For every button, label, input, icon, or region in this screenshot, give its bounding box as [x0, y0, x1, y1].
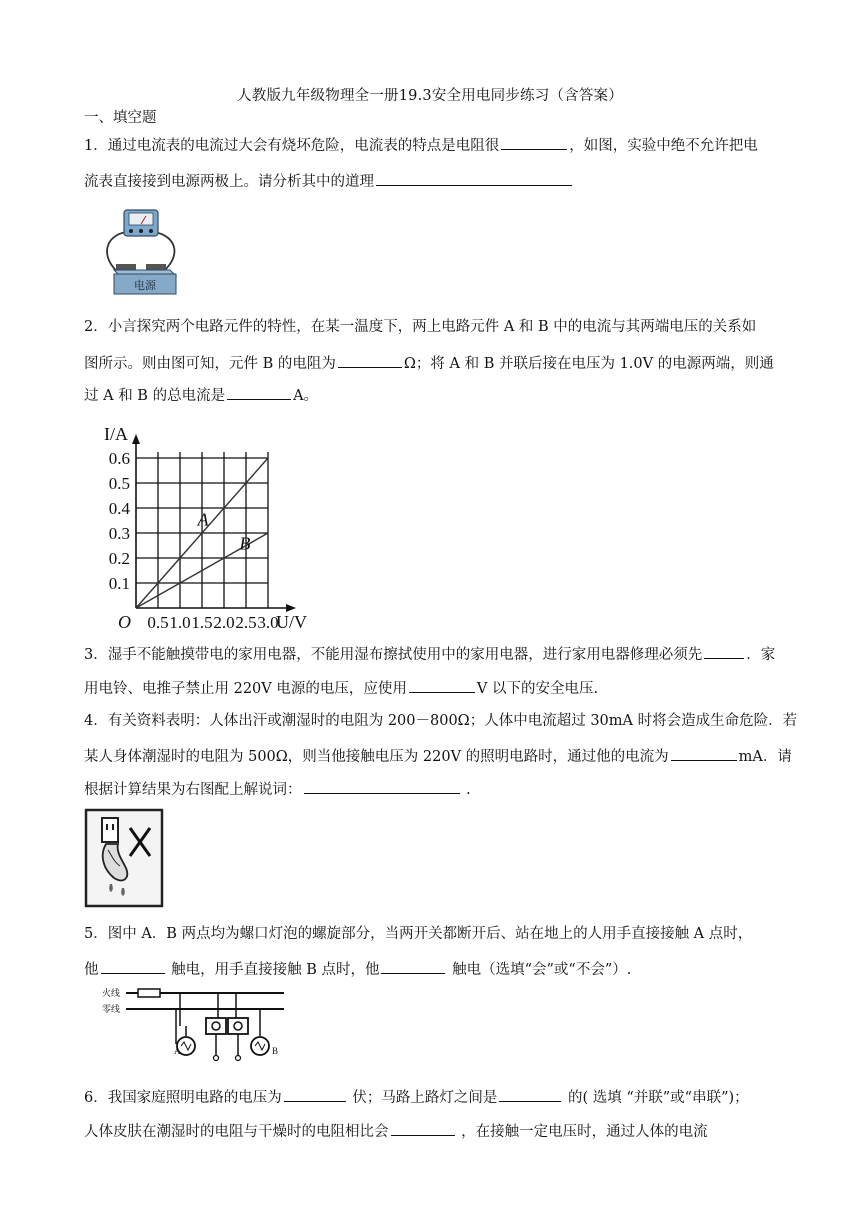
- y-axis-title: I/A: [104, 424, 128, 444]
- q3-text-c: 用电铃、电推子禁止用 220V 电源的电压，应使用: [84, 681, 407, 697]
- q2-answer-blank-1[interactable]: [338, 352, 402, 368]
- section-heading: 一、填空题: [84, 110, 157, 126]
- x-tick-label: 0.5: [147, 613, 169, 632]
- question-1-line-1: [84, 134, 784, 156]
- y-tick-label: 0.6: [108, 449, 130, 468]
- q2-text-c: 过 A 和 B 的总电流是: [84, 388, 226, 404]
- q4-answer-blank-1[interactable]: [671, 745, 737, 761]
- ammeter-power-figure: [100, 204, 184, 296]
- x-tick-label: 2.5: [235, 613, 257, 632]
- x-tick-label: 1.5: [191, 613, 213, 632]
- iv-chart: [92, 410, 382, 635]
- point-b-label: B: [272, 1046, 279, 1056]
- question-2-line-1: 2．小言探究两个电路元件的特性，在某一温度下，两上电路元件 A 和 B 中的电流与其两端电压的关系如: [84, 319, 757, 335]
- y-tick-label: 0.1: [108, 574, 130, 593]
- q2-text-a: 图所示。则由图可知，元件 B 的电阻为: [84, 356, 336, 372]
- q2-answer-blank-2[interactable]: [227, 384, 291, 400]
- live-wire-label: 火线: [102, 988, 121, 998]
- question-4-line-2: [84, 745, 792, 767]
- q6-answer-blank-1[interactable]: [284, 1086, 346, 1102]
- origin-label: O: [118, 612, 131, 632]
- q3-text-a: 3．湿手不能触摸带电的家用电器，不能用湿布擦拭使用中的家用电器，进行家用电器修理必须先: [84, 647, 703, 663]
- q3-text-b: ．家: [746, 647, 776, 663]
- q2-text-b: Ω；将 A 和 B 并联后接在电压为 1.0V 的电源两端，则通: [403, 356, 774, 372]
- q4-answer-blank-2[interactable]: [304, 778, 460, 794]
- y-axis-arrow: [132, 434, 140, 444]
- question-4-line-1: 4．有关资料表明：人体出汗或潮湿时的电阻为 200－800Ω；人体中电流超过 30mA 时将会造成生命危险．若: [84, 713, 798, 729]
- live-wire: [126, 989, 284, 997]
- question-1-line-2: [84, 170, 784, 192]
- series-label-a: A: [197, 509, 209, 530]
- wet-hand-socket-figure: [84, 808, 164, 908]
- switch-icon: [206, 1018, 226, 1034]
- q1-answer-blank-1[interactable]: [501, 134, 567, 150]
- q1-text-c: 流表直接接到电源两极上。请分析其中的道理: [84, 174, 374, 190]
- question-3-line-2: [84, 677, 784, 699]
- q6-text-e: ，在接触一定电压时，通过人体的电流: [461, 1124, 708, 1140]
- question-2-line-3: [84, 384, 784, 406]
- question-6-line-1: [84, 1086, 784, 1108]
- q4-text-d: .: [466, 782, 471, 798]
- q1-answer-blank-2[interactable]: [376, 170, 572, 186]
- socket-icon: [102, 818, 118, 842]
- q6-text-a: 6．我国家庭照明电路的电压为: [84, 1090, 282, 1106]
- ammeter-icon: [124, 210, 158, 236]
- q6-text-c: 的( 选填 “并联”或“串联”)；: [567, 1090, 749, 1106]
- y-tick-label: 0.4: [108, 499, 130, 518]
- x-axis-title: U/V: [276, 612, 307, 632]
- question-2-line-2: [84, 352, 784, 374]
- q5-text-b: 触电，用手直接接触 B 点时，他: [171, 962, 380, 978]
- page-title: 人教版九年级物理全一册19.3安全用电同步练习（含答案）: [237, 88, 623, 104]
- q6-text-d: 人体皮肤在潮湿时的电阻与干燥时的电阻相比会: [84, 1124, 389, 1140]
- q4-text-c: 根据计算结果为右图配上解说词：: [84, 782, 302, 798]
- lamp-circuit-figure: [100, 984, 286, 1070]
- switch-icon: [228, 1018, 248, 1034]
- q4-text-a: 某人身体潮湿时的电阻为 500Ω，则当他接触电压为 220V 的照明电路时，通过他的电流为: [84, 749, 669, 765]
- q3-text-d: V 以下的安全电压.: [476, 681, 599, 697]
- point-a-label: A: [174, 1046, 181, 1056]
- power-supply-label: 电源: [134, 280, 156, 292]
- q6-answer-blank-2[interactable]: [499, 1086, 561, 1102]
- q5-answer-blank-1[interactable]: [101, 958, 165, 974]
- q6-text-b: 伏；马路上路灯之间是: [352, 1090, 498, 1106]
- question-5-line-2: [84, 958, 784, 980]
- q5-answer-blank-2[interactable]: [381, 958, 445, 974]
- q6-answer-blank-3[interactable]: [391, 1120, 455, 1136]
- y-tick-label: 0.5: [108, 474, 130, 493]
- q3-answer-blank-1[interactable]: [704, 643, 744, 659]
- neutral-wire-label: 零线: [102, 1004, 121, 1014]
- q3-answer-blank-2[interactable]: [409, 677, 475, 693]
- x-axis-arrow: [286, 604, 296, 612]
- series-label-b: B: [239, 533, 251, 554]
- lamp-b-icon: [251, 1026, 269, 1055]
- q1-text-b: ，如图，实验中绝不允许把电: [569, 138, 758, 154]
- y-tick-label: 0.3: [108, 524, 130, 543]
- question-3-line-1: [84, 643, 784, 665]
- q2-text-d: A。: [293, 388, 319, 404]
- question-5-line-1: 5．图中 A．B 两点均为螺口灯泡的螺旋部分，当两开关都断开后、站在地上的人用手直接接触 A 点时，: [84, 926, 753, 942]
- question-4-line-3: [84, 778, 784, 800]
- x-tick-label: 3.0: [257, 613, 279, 632]
- q1-text-a: 1．通过电流表的电流过大会有烧坏危险，电流表的特点是电阻很: [84, 138, 500, 154]
- y-tick-label: 0.2: [108, 549, 130, 568]
- question-6-line-2: [84, 1120, 784, 1142]
- q4-text-b: mA．请: [738, 749, 792, 765]
- q5-text-c: 触电（选填“会”或“不会”）.: [452, 962, 632, 978]
- x-tick-label: 2.0: [213, 613, 235, 632]
- x-tick-label: 1.0: [169, 613, 191, 632]
- q5-text-a: 他: [84, 962, 99, 978]
